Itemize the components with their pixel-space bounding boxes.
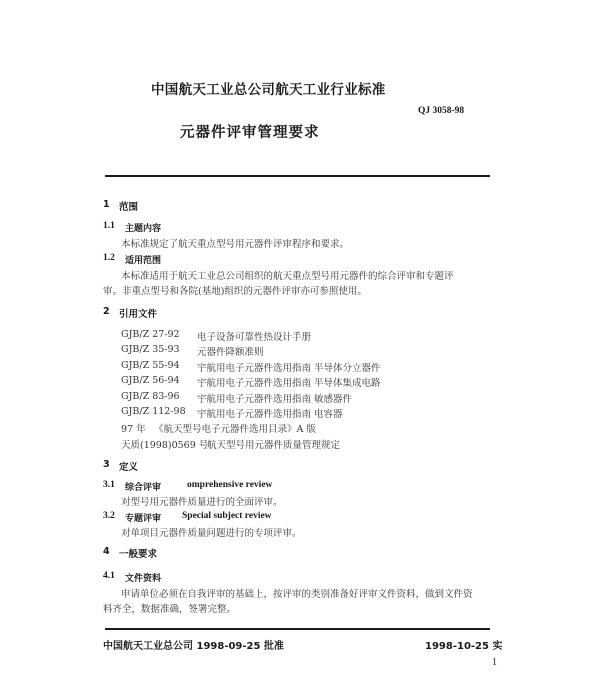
- subsection-title: 主题内容: [125, 224, 162, 234]
- subsection-title: 综合评审: [125, 483, 162, 493]
- subsection-title: 专题评审: [125, 514, 162, 524]
- reference-title: 《航天型号电子元器件选用目录》A 版: [154, 424, 316, 436]
- paragraph: 对单项目元器件质量问题进行的专项评审。: [121, 528, 302, 539]
- paragraph-line: 申请单位必须在自我评审的基础上，按评审的类别准备好评审文件资料，做到文件资: [121, 589, 473, 600]
- paragraph: 对型号用元器件质量进行的全面评审。: [121, 497, 283, 508]
- subsection-number: 3.2: [103, 511, 115, 521]
- reference-title: 宇航用电子元器件选用指南 敏感器件: [197, 393, 353, 405]
- english-term: omprehensive review: [187, 480, 273, 490]
- standard-number: QJ 3058-98: [418, 106, 465, 116]
- subsection-title: 文件资料: [125, 574, 162, 584]
- paragraph: 本标准规定了航天重点型号用元器件评审程序和要求。: [121, 239, 350, 250]
- page-number: 1: [492, 657, 497, 668]
- reference-title: 宇航用电子元器件选用指南 半导体集成电路: [197, 378, 381, 390]
- subsection-number: 1.1: [103, 221, 115, 231]
- section-title: 引用文件: [119, 309, 158, 320]
- organization-title: 中国航天工业总公司航天工业行业标准: [151, 82, 386, 98]
- reference-code: GJB/Z 55-94: [121, 359, 180, 371]
- section-number: 4: [103, 546, 110, 557]
- reference-title: 电子设备可靠性热设计手册: [197, 332, 312, 343]
- subsection-title: 适用范围: [125, 256, 162, 266]
- reference-code: 天质(1998)0569 号: [121, 439, 209, 451]
- reference-code: GJB/Z 56-94: [121, 375, 180, 387]
- effective-date: 1998-10-25 实: [425, 641, 503, 652]
- section-number: 3: [103, 459, 110, 470]
- reference-code: 97 年: [121, 424, 146, 436]
- section-title: 定义: [119, 462, 139, 473]
- section-number: 1: [103, 199, 110, 210]
- reference-title: 宇航用电子元器件选用指南 电容器: [197, 409, 343, 420]
- document-title: 元器件评审管理要求: [180, 125, 320, 141]
- reference-title: 元器件降额准则: [197, 347, 264, 359]
- subsection-number: 4.1: [103, 571, 115, 581]
- footer-rule: [105, 628, 490, 630]
- subsection-number: 3.1: [103, 480, 115, 490]
- reference-title: 宇航用电子元器件选用指南 半导体分立器件: [197, 362, 381, 374]
- section-title: 范围: [119, 202, 139, 213]
- paragraph-line: 料齐全，数据准确，签署完整。: [103, 604, 237, 615]
- section-number: 2: [103, 306, 110, 317]
- reference-code: GJB/Z 27-92: [121, 329, 180, 340]
- reference-title: 航天型号用元器件质量管理规定: [207, 439, 341, 451]
- reference-code: GJB/Z 83-96: [121, 390, 180, 402]
- paragraph-line: 本标准适用于航天工业总公司组织的航天重点型号用元器件的综合评审和专题评: [121, 271, 454, 282]
- reference-code: GJB/Z 35-93: [121, 344, 180, 356]
- paragraph-line: 审。非重点型号和各院(基地)组织的元器件评审亦可参照使用。: [103, 286, 367, 297]
- approval-line: 中国航天工业总公司 1998-09-25 批准: [103, 641, 284, 652]
- header-rule: [105, 175, 490, 177]
- subsection-number: 1.2: [103, 253, 115, 263]
- section-title: 一般要求: [119, 549, 158, 560]
- reference-code: GJB/Z 112-98: [121, 406, 186, 417]
- english-term: Special subject review: [182, 511, 272, 521]
